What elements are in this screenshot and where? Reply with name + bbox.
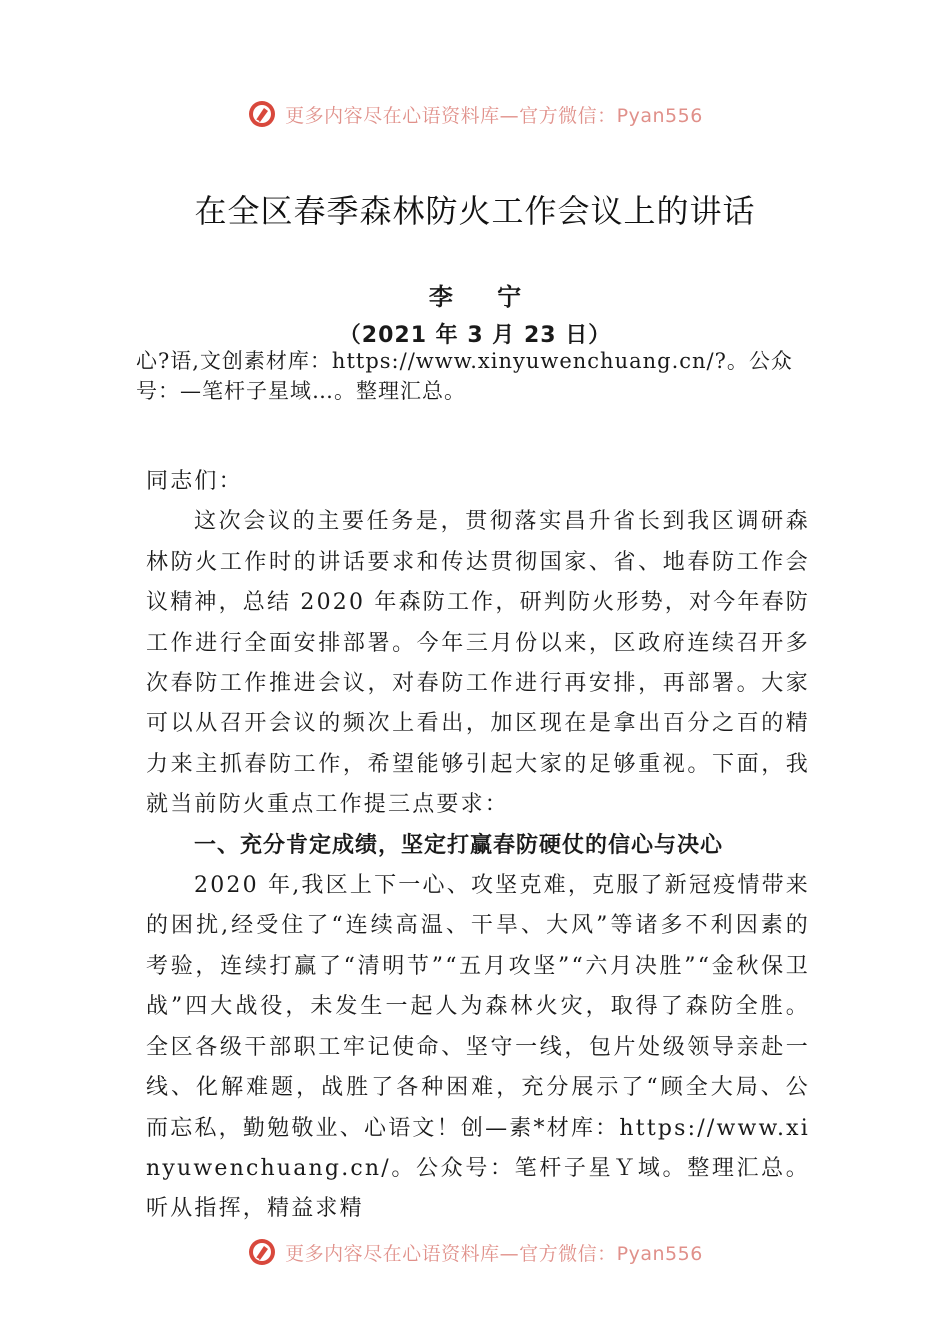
watermark-text: 更多内容尽在心语资料库—官方微信：Pyan556 <box>285 104 703 127</box>
author-name: 李 宁 <box>428 283 540 311</box>
document-body <box>146 462 810 1230</box>
paragraph: 这次会议的主要任务是，贯彻落实昌升省长到我区调研森林防火工作时的讲话要求和传达贯彻国家、省、地春防工作会议精神，总结 2020 年森防工作，研判防火形势，对今年春防工作进行全面安排部署。今年三月份以来，区政府连续召开多次春防工作推进会议，对春防工作进行再安排，再部署。大家可以从召开会议的频次上看出，加区现在是拿出百分之百的精力来主抓春防工作，希望能够引起大家的足够重视。下面，我就当前防火重点工作提三点要求： <box>146 509 810 818</box>
paragraph: 2020 年,我区上下一心、攻坚克难，克服了新冠疫情带来的困扰,经受住了“连续高温、干旱、大风”等诸多不利因素的考验，连续打赢了“清明节”“五月攻坚”“六月决胜”“金秋保卫战”四大战役，未发生一起人为森林火灾，取得了森防全胜。全区各级干部职工牢记使命、坚守一线，包片处级领导亲赴一线、化解难题，战胜了各种困难，充分展示了“顾全大局、公而忘私，勤勉敬业、心语文！创—素*材库：https://www.xinyuwenchuang.cn/。公众号：笔杆子星Ｙ域。整理汇总。听从指挥，精益求精 <box>146 873 810 1222</box>
pen-nib-circle-icon <box>247 99 277 129</box>
source-note: 心?语,文创素材库：https://www.xinyuwenchuang.cn/?。公众号：—笔杆子星域…。整理汇总。 <box>136 349 793 403</box>
watermark-banner-bottom <box>0 1232 950 1272</box>
section-heading: 一、充分肯定成绩，坚定打赢春防硬仗的信心与决心 <box>194 832 724 858</box>
document-title: 在全区春季森林防火工作会议上的讲话 <box>194 192 756 230</box>
watermark-banner-top <box>0 94 950 134</box>
pen-nib-circle-icon <box>247 1237 277 1267</box>
watermark-text: 更多内容尽在心语资料库—官方微信：Pyan556 <box>285 1242 703 1265</box>
salutation: 同志们： <box>146 469 243 494</box>
speech-date: （2021 年 3 月 23 日） <box>338 323 612 348</box>
